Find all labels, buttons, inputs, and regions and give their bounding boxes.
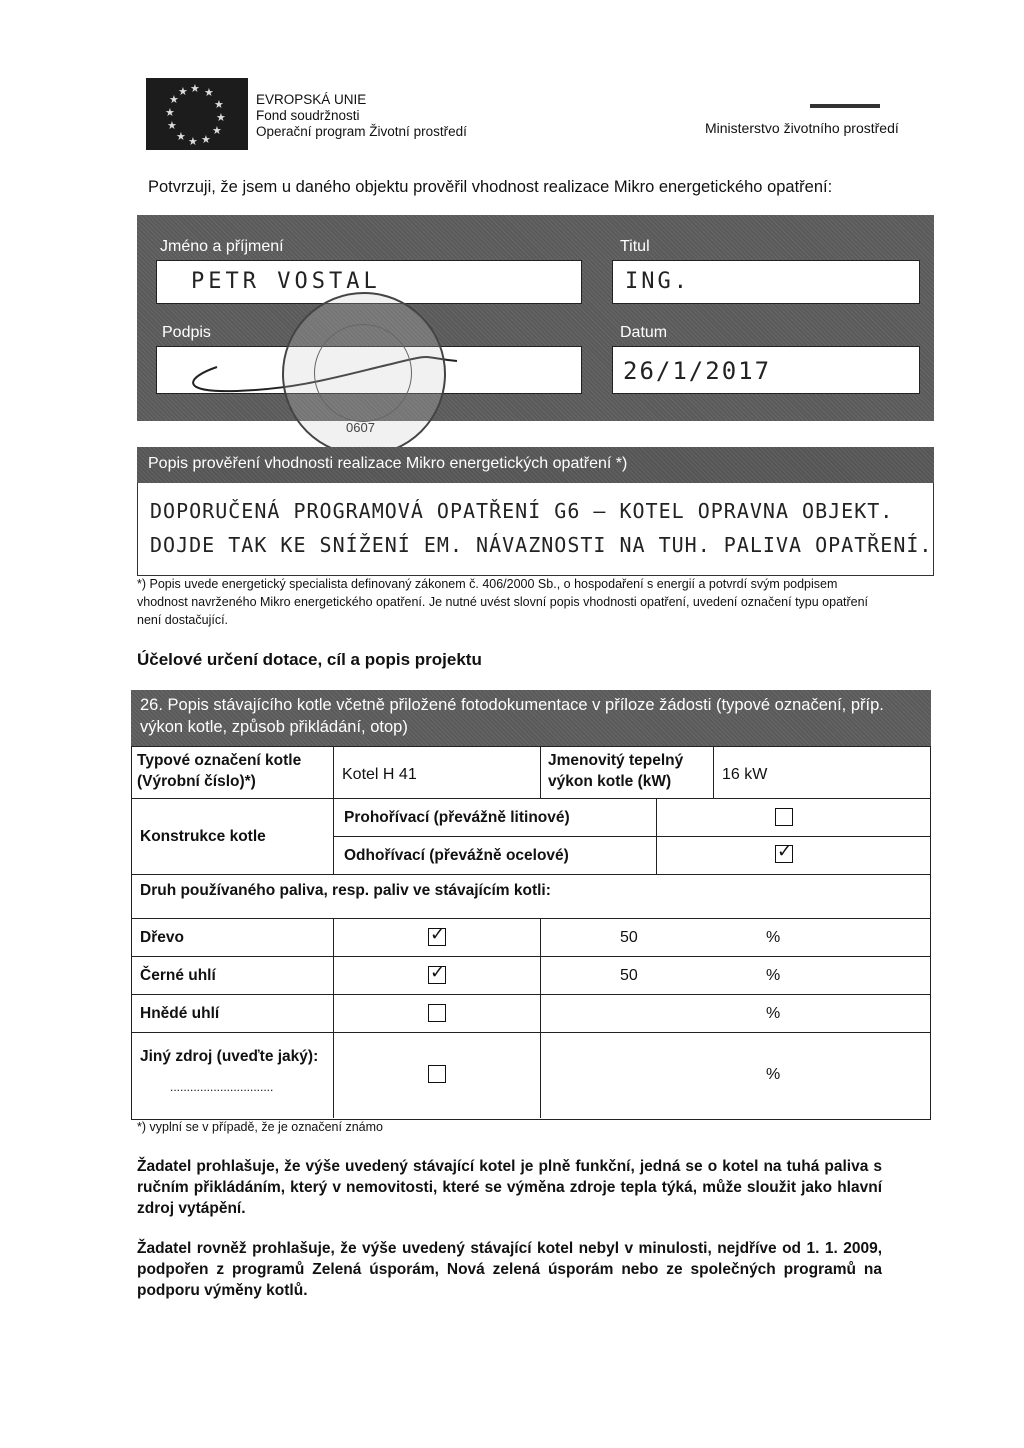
type-label-2: (Výrobní číslo)*) <box>137 773 256 790</box>
date-field[interactable] <box>612 346 920 394</box>
col-line <box>333 918 334 1118</box>
fuel-checkbox[interactable] <box>428 924 446 946</box>
ministry-name: Ministerstvo životního prostředí <box>705 120 899 136</box>
option-cast-iron-checkbox[interactable] <box>775 808 793 826</box>
col-line <box>333 746 334 874</box>
checkmark-icon: ✓ <box>430 924 446 944</box>
power-value[interactable]: 16 kW <box>722 766 768 783</box>
option-steel-checkbox[interactable] <box>775 841 793 863</box>
name-value: PETR VOSTAL <box>191 269 381 294</box>
row-line <box>131 956 931 957</box>
fuel-name: Dřevo <box>140 929 184 946</box>
name-label: Jméno a příjmení <box>160 238 284 255</box>
checkmark-icon: ✓ <box>777 841 793 861</box>
row-line <box>131 746 931 747</box>
declaration-paragraph-2: Žadatel rovněž prohlašuje, že výše uvedený stávající kotel nebyl v minulosti, nejdříve od 1. 1. 2009, podpořen z programů Zelená úsporám, Nová zelená úsporám nebo ze společných programů na podporu výměny kotlů. <box>137 1240 882 1299</box>
description-field[interactable] <box>137 483 934 576</box>
row-line <box>131 874 931 875</box>
row-line <box>131 798 931 799</box>
power-label <box>548 750 683 792</box>
col-line <box>656 798 657 874</box>
col-line <box>540 746 541 798</box>
percent-unit: % <box>766 929 781 946</box>
signature-label: Podpis <box>162 324 211 341</box>
description-line-1: DOPORUČENÁ PROGRAMOVÁ OPATŘENÍ G6 – KOTEL OPRAVNA OBJEKT. <box>150 499 894 523</box>
energy-specialist-note: *) Popis uvede energetický specialista definovaný zákonem č. 406/2000 Sb., o hospodaření s energií a potvrdí svým podpisem vhodnost navrženého Mikro energetického opatření. Je nutné uvést slovní popis vhodnosti opatření, uvedení označení typu opatření není dostačující. <box>137 577 869 627</box>
eu-line: Fond soudržnosti <box>256 108 360 123</box>
row-line <box>131 918 931 919</box>
table-header-text: 26. Popis stávajícího kotle včetně přiložené fotodokumentace v příloze žádosti (typové označení, příp. výkon kotle, způsob přikládání, otop) <box>140 696 884 736</box>
eu-line: EVROPSKÁ UNIE <box>256 92 367 107</box>
fuel-percent-value[interactable]: 50 <box>620 929 638 946</box>
other-fuel-dots[interactable]: ............................... <box>170 1080 274 1094</box>
power-label-1: Jmenovitý tepelný <box>548 752 684 769</box>
option-steel-label: Odhořívací (převážně ocelové) <box>344 847 569 864</box>
intro-text: Potvrzuji, že jsem u daného objektu prověřil vhodnost realizace Mikro energetického opatření: <box>148 178 833 196</box>
ministry-logo-bar <box>810 104 880 108</box>
description-line-2: DOJDE TAK KE SNÍŽENÍ EM. NÁVAZNOSTI NA TUH. PALIVA OPATŘENÍ. <box>150 533 933 557</box>
date-label: Datum <box>620 324 668 341</box>
fuel-name: Jiný zdroj (uveďte jaký): <box>140 1048 319 1065</box>
stamp-number: 0607 <box>346 420 375 435</box>
fuel-checkbox[interactable] <box>428 1004 446 1022</box>
percent-unit: % <box>766 1005 781 1022</box>
type-value[interactable]: Kotel H 41 <box>342 766 417 783</box>
option-cast-iron-label: Prohořívací (převážně litinové) <box>344 809 570 826</box>
checkmark-icon: ✓ <box>430 962 446 982</box>
col-line <box>713 746 714 798</box>
fuel-name: Černé uhlí <box>140 967 216 984</box>
eu-text <box>256 92 467 140</box>
section-heading: Účelové určení dotace, cíl a popis projektu <box>137 650 482 669</box>
row-line <box>333 836 931 837</box>
row-line <box>131 1032 931 1033</box>
power-label-2: výkon kotle (kW) <box>548 773 672 790</box>
fuel-checkbox[interactable] <box>428 962 446 984</box>
table-footnote: *) vyplní se v případě, že je označení známo <box>137 1120 383 1134</box>
title-field[interactable] <box>612 260 920 304</box>
eu-flag-logo: ★ ★ ★ ★ ★ ★ ★ ★ ★ ★ ★ ★ <box>146 78 248 150</box>
description-title: Popis prověření vhodnosti realizace Mikro energetických opatření *) <box>148 455 628 472</box>
fuel-percent-value[interactable]: 50 <box>620 967 638 984</box>
col-line <box>540 918 541 1118</box>
type-label-1: Typové označení kotle <box>137 752 302 769</box>
percent-unit: % <box>766 967 781 984</box>
construction-label: Konstrukce kotle <box>140 828 266 845</box>
date-value: 26/1/2017 <box>623 357 772 385</box>
percent-unit: % <box>766 1066 781 1083</box>
title-value: ING. <box>625 269 690 294</box>
type-label <box>137 750 301 792</box>
fuel-name: Hnědé uhlí <box>140 1005 220 1022</box>
stamp-inner-circle <box>314 324 412 422</box>
row-line <box>131 994 931 995</box>
declaration-paragraph-1: Žadatel prohlašuje, že výše uvedený stávající kotel je plně funkční, jedná se o kotel na tuhá paliva s ručním přikládáním, který v nemovitosti, které se výměna zdroje tepla týká, může sloužit jako hlavní zdroj vytápění. <box>137 1158 882 1217</box>
fuel-checkbox[interactable] <box>428 1065 446 1083</box>
eu-line: Operační program Životní prostředí <box>256 124 467 139</box>
title-label: Titul <box>620 238 650 255</box>
fuel-label: Druh používaného paliva, resp. paliv ve stávajícím kotli: <box>140 882 551 899</box>
